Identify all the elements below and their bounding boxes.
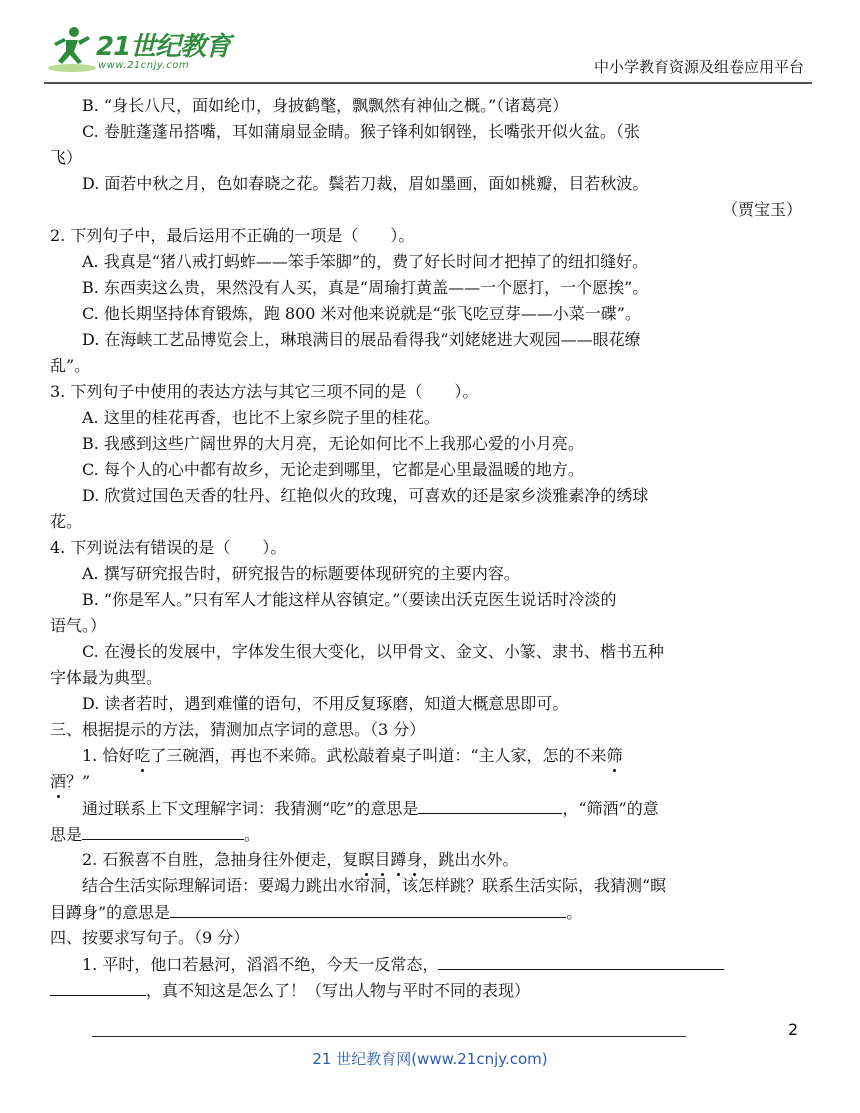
answer-blank[interactable] <box>50 977 146 996</box>
text-span: 。 <box>244 825 261 844</box>
dotted-character: 目 <box>374 850 391 869</box>
question-line: 4. 下列说法有错误的是（ ）。 <box>50 538 287 557</box>
option-line-continued: 花。 <box>50 512 83 531</box>
question-line: 2. 下列句子中，最后运用不正确的一项是（ ）。 <box>50 226 415 245</box>
answer-blank[interactable] <box>170 899 566 918</box>
question-line: 3. 下列句子中使用的表达方法与其它三项不同的是（ ）。 <box>50 382 479 401</box>
runner-logo-icon <box>44 24 96 74</box>
option-line: B. 我感到这些广阔世界的大月亮，无论如何比不上我那心爱的小月亮。 <box>82 434 584 453</box>
dotted-character: 吃 <box>134 746 151 765</box>
page-number: 2 <box>788 1020 799 1039</box>
header-divider <box>44 82 812 84</box>
page-header <box>0 0 860 90</box>
footer-divider <box>92 1036 686 1037</box>
option-line: C. 在漫长的发展中，字体发生很大变化，以甲骨文、金文、小篆、隶书、楷书五种 <box>82 642 664 661</box>
question-line-continued <box>50 769 802 795</box>
question-line <box>50 743 802 769</box>
dotted-character: 筛 <box>606 746 623 765</box>
option-line-continued: 乱”。 <box>50 356 91 375</box>
answer-line <box>50 795 802 821</box>
option-line: B. “身长八尺，面如纶巾，身披鹤氅，飘飘然有神仙之概。”（诸葛亮） <box>82 96 569 115</box>
dotted-character: 瞑 <box>358 850 375 869</box>
answer-blank[interactable] <box>418 795 562 814</box>
option-line-continued: 字体最为典型。 <box>50 668 163 687</box>
option-line-continued: 语气。） <box>50 616 107 635</box>
option-line: D. 读者若时，遇到难懂的语句，不用反复琢磨，知道大概意思即可。 <box>82 694 569 713</box>
text-span: 通过联系上下文理解字词：我猜测“吃”的意思是 <box>82 799 419 818</box>
answer-blank[interactable] <box>438 951 724 970</box>
text-span: 1. 平时，他口若悬河，滔滔不绝，今天一反常态， <box>82 955 439 974</box>
document-body <box>50 93 802 1003</box>
answer-blank[interactable] <box>82 821 244 840</box>
text-span: ，真不知这是怎么了！（写出人物与平时不同的表现） <box>146 981 531 1000</box>
dotted-character: 身 <box>406 850 423 869</box>
footer-site-link[interactable]: 21 世纪教育网(www.21cnjy.com) <box>312 1050 548 1068</box>
option-line: D. 欣赏过国色天香的牡丹、红艳似火的玫瑰，可喜欢的还是家乡淡雅素净的绣球 <box>82 486 649 505</box>
text-span: 了三碗酒，再也不来筛。武松敲着桌子叫道：“主人家，怎的不来 <box>150 746 607 765</box>
option-line-continued: 飞） <box>50 148 83 167</box>
question-line <box>50 847 802 873</box>
option-line: D. 面若中秋之月，色如春晓之花。鬓若刀裁，眉如墨画，面如桃瓣，目若秋波。 <box>82 174 649 193</box>
section-heading: 四、按要求写句子。（9 分） <box>50 928 250 947</box>
text-span: 目蹲身”的意思是 <box>50 903 171 922</box>
dotted-character: 酒 <box>50 772 67 791</box>
text-span: 2. 石猴喜不自胜，急抽身往外便走，复 <box>82 850 359 869</box>
option-line: A. 我真是“猪八戒打蚂蚱——笨手笨脚”的，费了好长时间才把掉了的纽扣缝好。 <box>82 252 649 271</box>
logo-url: www.21cnjy.com <box>98 60 190 71</box>
logo-text: 21世纪教育 <box>96 32 231 62</box>
answer-line-continued <box>50 899 802 925</box>
question-line <box>50 951 802 977</box>
text-span: ？” <box>66 772 91 791</box>
question-line-continued <box>50 977 802 1003</box>
dotted-character: 蹲 <box>390 850 407 869</box>
text-span: 思是 <box>50 825 83 844</box>
option-line: D. 在海峡工艺品博览会上，琳琅满目的展品看得我“刘姥姥进大观园——眼花缭 <box>82 330 641 349</box>
option-line: C. 每个人的心中都有故乡，无论走到哪里，它都是心里最温暖的地方。 <box>82 460 584 479</box>
option-line: A. 撰写研究报告时，研究报告的标题要体现研究的主要内容。 <box>82 564 520 583</box>
option-line: A. 这里的桂花再香，也比不上家乡院子里的桂花。 <box>82 408 440 427</box>
text-span: 1. 恰好 <box>82 746 135 765</box>
text-span: ，跳出水外。 <box>422 850 519 869</box>
option-line: C. 卷脏蓬蓬吊搭嘴，耳如蒲扇显金睛。猴子锋利如钢锉，长嘴张开似火盆。（张 <box>82 122 640 141</box>
text-span: 。 <box>566 903 583 922</box>
option-line: B. “你是军人。”只有军人才能这样从容镇定。”（要读出沃克医生说话时冷淡的 <box>82 590 617 609</box>
site-logo <box>44 20 244 80</box>
question-line: 结合生活实际理解词语：要竭力跳出水帘洞，该怎样跳？联系生活实际，我猜测“瞑 <box>82 876 667 895</box>
option-line: B. 东西卖这么贵，果然没有人买，真是“周瑜打黄盖——一个愿打，一个愿挨”。 <box>82 278 649 297</box>
option-line-continued: （贾宝玉） <box>721 200 802 219</box>
answer-line-continued <box>50 821 802 847</box>
text-span: ，“筛酒”的意 <box>562 799 659 818</box>
option-line: C. 他长期坚持体育锻炼，跑 800 米对他来说就是“张飞吃豆芽——小菜一碟”。 <box>82 304 641 323</box>
platform-title: 中小学教育资源及组卷应用平台 <box>593 58 804 76</box>
section-heading: 三、根据提示的方法，猜测加点字词的意思。（3 分） <box>50 720 426 739</box>
